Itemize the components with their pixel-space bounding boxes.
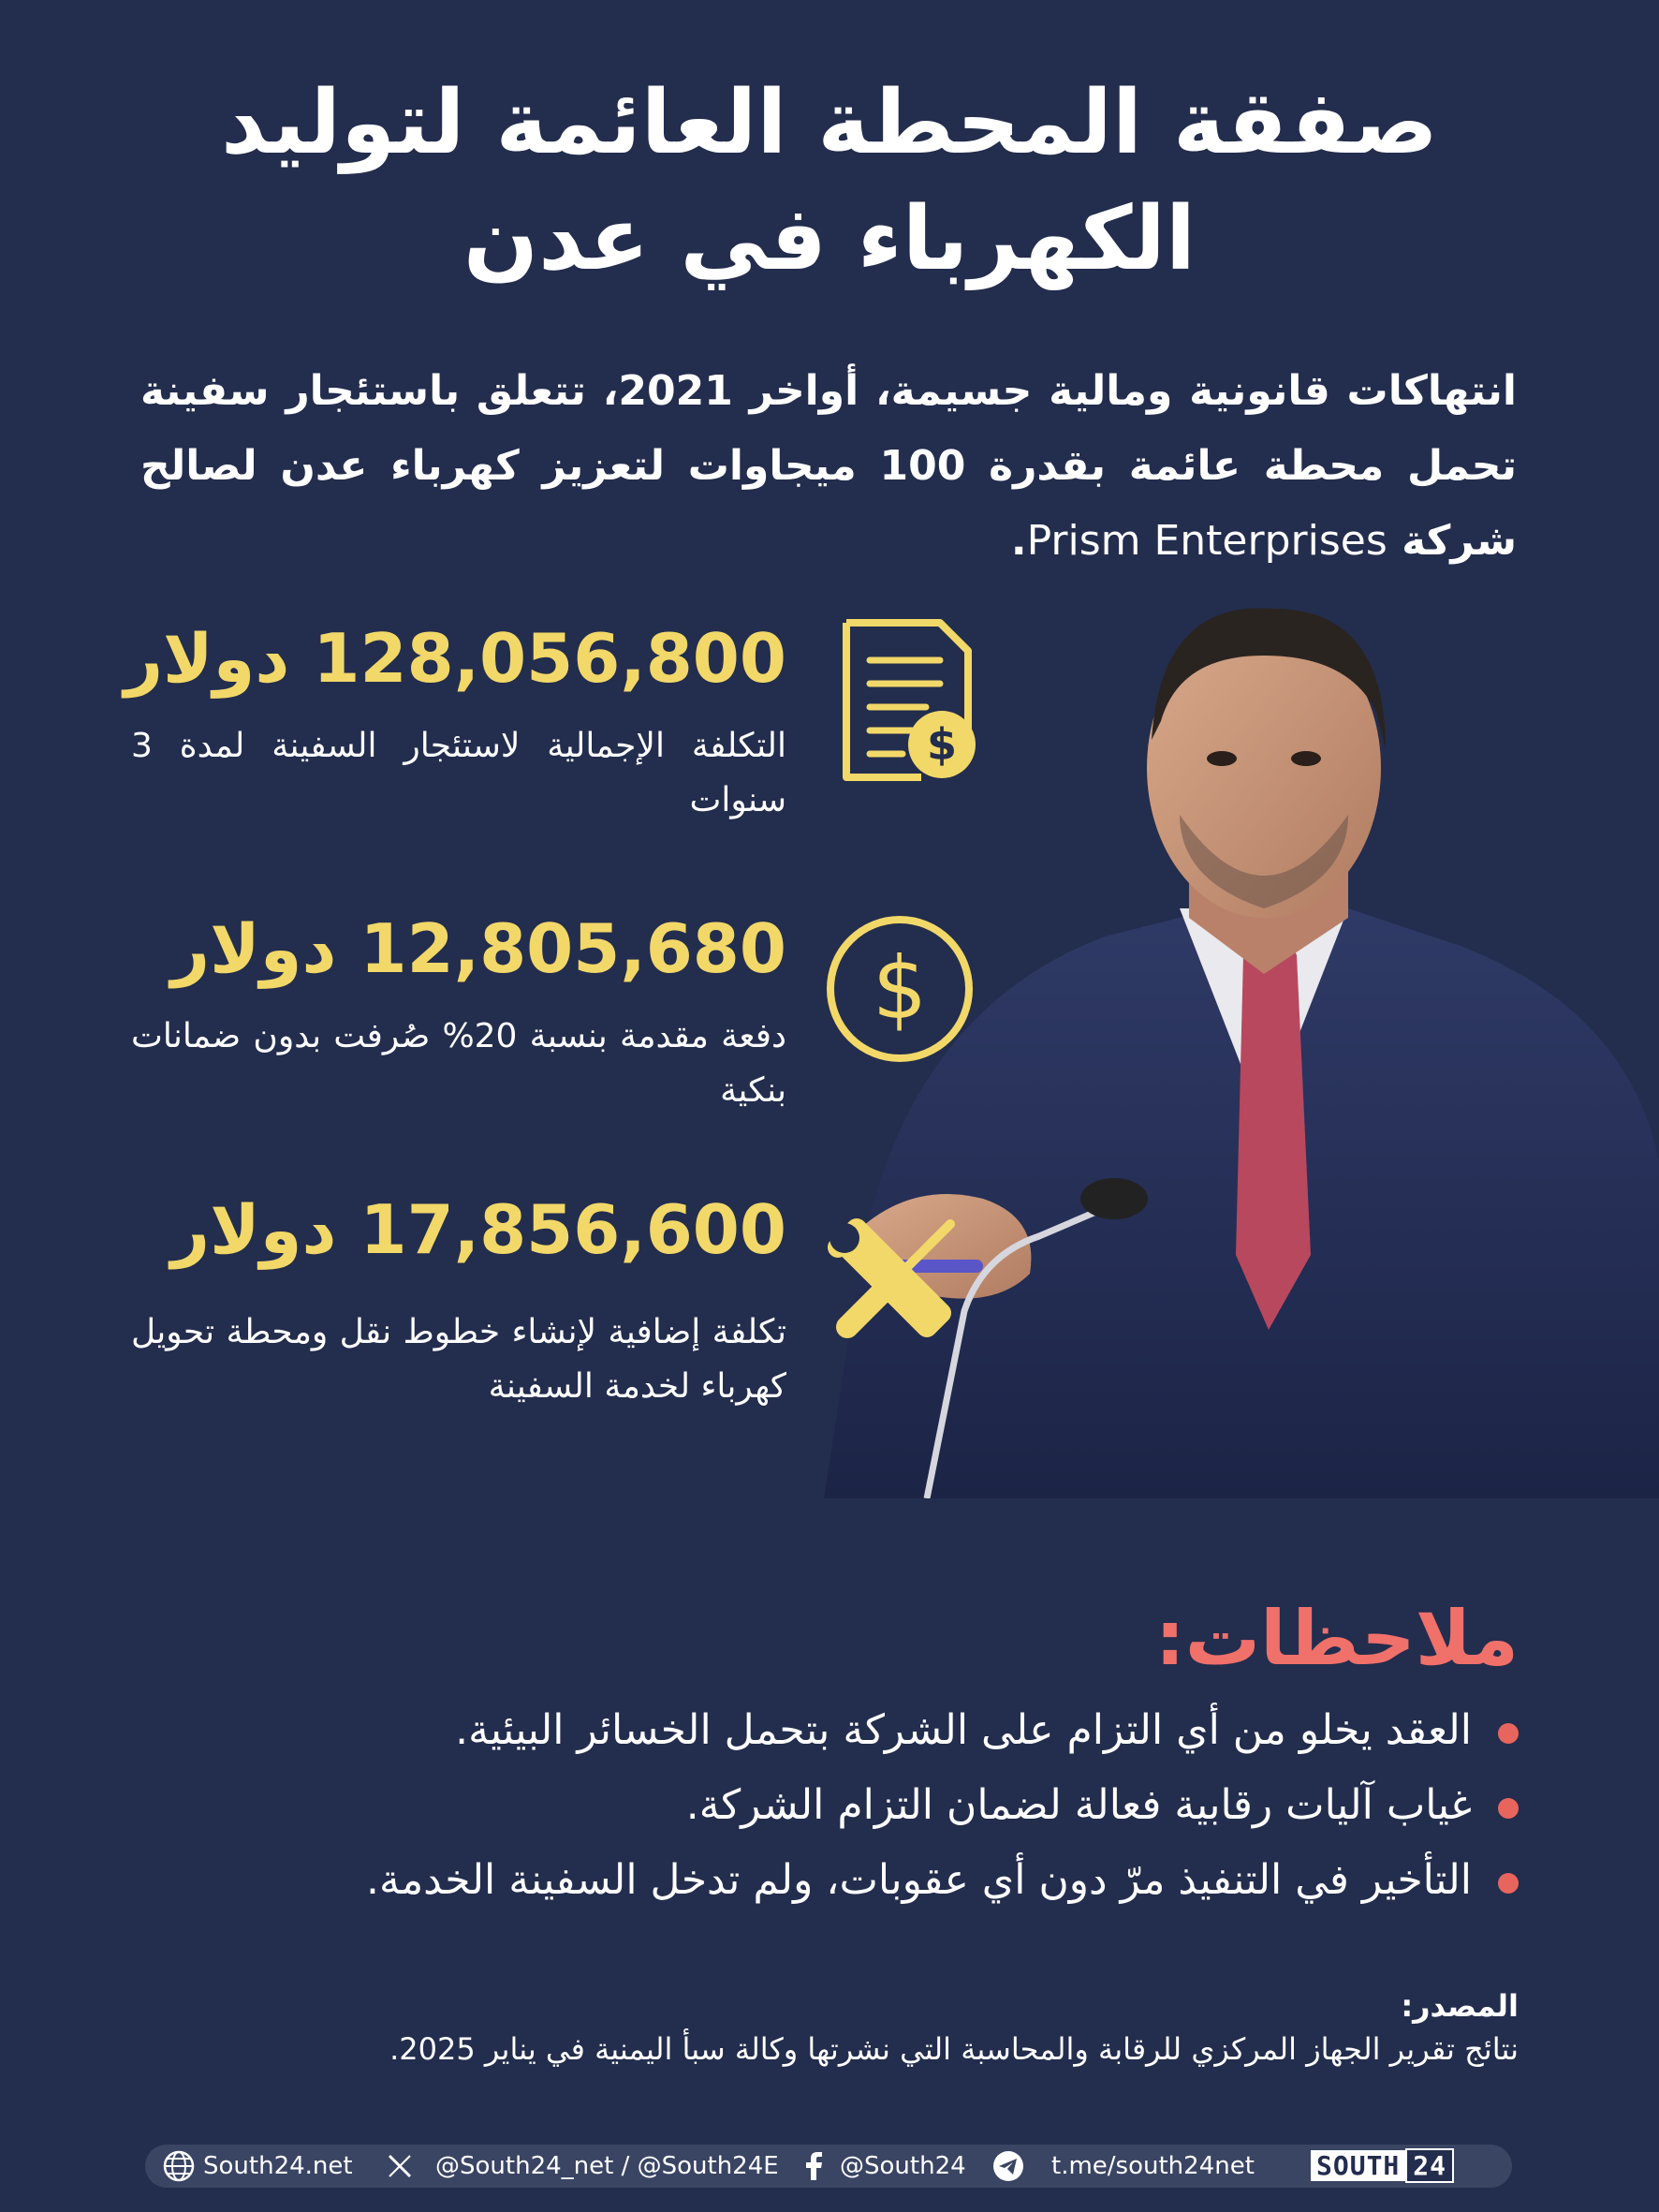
website-link[interactable]: South24.net	[203, 2152, 353, 2180]
title-line-1: صفقة المحطة العائمة لتوليد	[221, 72, 1438, 174]
dollar-coin-icon	[824, 913, 976, 1065]
bullet-dot	[1498, 1798, 1519, 1819]
x-handles-link[interactable]: @South24_net / @South24E	[435, 2152, 779, 2180]
page-title	[0, 66, 1659, 298]
tools-icon	[824, 1210, 964, 1350]
stat-amount: 128,056,800 دولار	[124, 619, 786, 698]
stat-total-cost	[124, 616, 786, 828]
bullet-dot	[1498, 1723, 1519, 1744]
stat-amount: 17,856,600 دولار	[170, 1190, 786, 1269]
svg-text:$: $	[926, 719, 958, 770]
intro-paragraph	[140, 354, 1517, 579]
stat-additional-cost	[131, 1187, 786, 1414]
document-dollar-icon	[837, 613, 977, 787]
south24-logo: SOUTH 24	[1311, 2151, 1454, 2181]
notes-list	[189, 1693, 1519, 1918]
source-block	[114, 1985, 1519, 2072]
intro-end: .	[1010, 517, 1027, 565]
notes-title: ملاحظات:	[1154, 1595, 1519, 1682]
svg-text:$: $	[872, 938, 928, 1039]
stat-description: التكلفة الإجمالية لاستئجار السفينة لمدة 3 سنوات	[131, 727, 786, 819]
globe-icon	[162, 2149, 196, 2183]
source-text: نتائج تقرير الجهاز المركزي للرقابة والمحاسبة التي نشرتها وكالة سبأ اليمنية في يناير 2025.	[389, 2031, 1519, 2067]
stat-down-payment	[131, 907, 786, 1118]
intro-text: انتهاكات قانونية ومالية جسيمة، أواخر 2021، تتعلق باستئجار سفينة تحمل محطة عائمة بقدرة 100 ميجاوات لتعزيز كهرباء عدن لصالح شركة	[140, 367, 1517, 565]
stat-description: دفعة مقدمة بنسبة 20% صُرفت بدون ضمانات بنكية	[131, 1017, 786, 1110]
footer-bar	[145, 2145, 1512, 2188]
facebook-link[interactable]: @South24	[840, 2152, 966, 2180]
stat-amount: 12,805,680 دولار	[170, 909, 786, 988]
list-item: غياب آليات رقابية فعالة لضمان التزام الشركة.	[189, 1768, 1519, 1843]
intro-company: Prism Enterprises	[1026, 517, 1387, 565]
title-line-2: الكهرباء في عدن	[462, 188, 1197, 290]
stat-description: تكلفة إضافية لإنشاء خطوط نقل ومحطة تحويل كهرباء لخدمة السفينة	[131, 1313, 786, 1406]
source-label: المصدر:	[1401, 1988, 1519, 2024]
telegram-link[interactable]: t.me/south24net	[1051, 2152, 1255, 2180]
list-item: العقد يخلو من أي التزام على الشركة بتحمل الخسائر البيئية.	[189, 1693, 1519, 1768]
list-item: التأخير في التنفيذ مرّ دون أي عقوبات، ولم تدخل السفينة الخدمة.	[189, 1843, 1519, 1918]
telegram-icon	[991, 2149, 1025, 2183]
facebook-icon	[804, 2152, 823, 2180]
x-icon	[387, 2153, 413, 2179]
bullet-dot	[1498, 1873, 1519, 1894]
